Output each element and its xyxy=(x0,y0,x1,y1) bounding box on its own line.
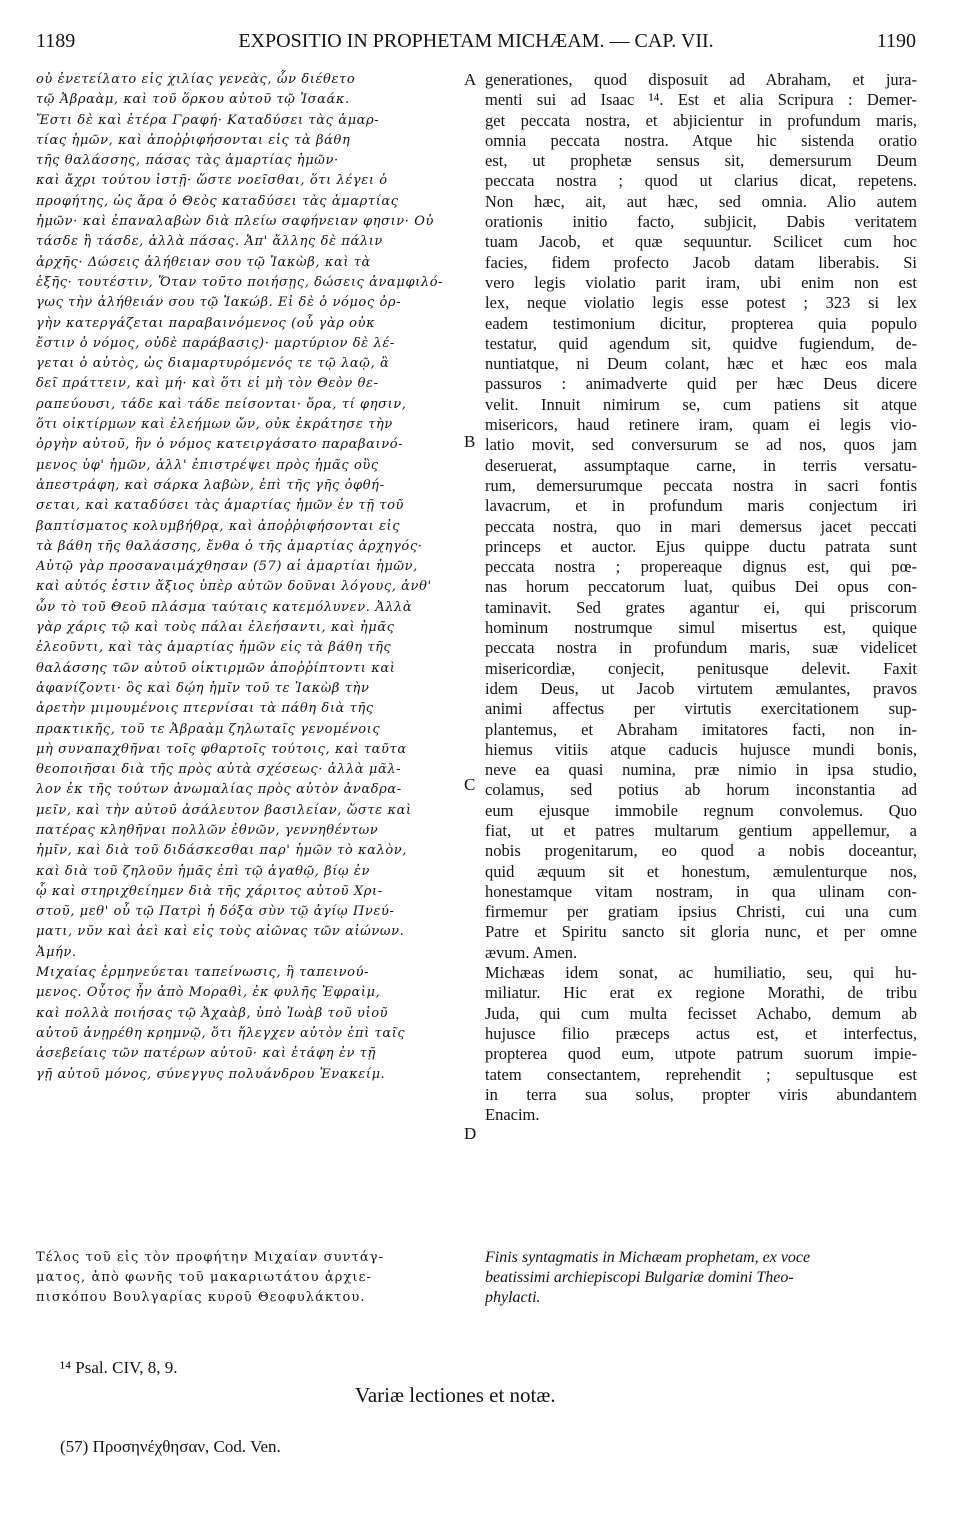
text-line: καὶ διὰ τοῦ ζηλοῦν ἡμᾶς ἐπὶ τῷ ἀγαθῷ, βίῳ ἐν xyxy=(36,863,371,879)
text-line: firmemur per gratiam ipsius Christi, cui una cum xyxy=(485,902,917,922)
text-line: ἡμῶν· καὶ ἐπαναλαβὼν διὰ πλείω σαφήνειαν φησιν· Οὐ xyxy=(36,214,435,230)
text-line: σεται, καὶ καταδύσει τὰς ἁμαρτίας ἡμῶν ἐν τῇ τοῦ xyxy=(36,498,405,514)
text-line: τίας ἡμῶν, καὶ ἀποῤῥιφήσονται εἰς τὰ βάθη xyxy=(36,132,351,148)
text-line: lavacrum, et in profundum maris conjectum iri xyxy=(485,496,917,516)
greek-column xyxy=(36,70,461,1085)
text-line: tuam Jacob, et quæ sequuntur. Scilicet cum hoc xyxy=(485,232,917,252)
text-line: eum ejusque immobile regnum convolemus. Quo xyxy=(485,800,917,820)
text-line: βαπτίσματος κολυμβήθρᾳ, καὶ ἀποῤῥιφήσονται εἰς xyxy=(36,518,401,534)
text-line: Μιχαίας ἑρμηνεύεται ταπείνωσις, ἢ ταπεινού- xyxy=(36,965,370,981)
text-line: misericordiæ, conjecit, penitusque delevit. Faxit xyxy=(485,658,917,678)
text-line: propterea quod eum, utpote patrum suorum impie- xyxy=(485,1044,917,1064)
text-line: ἀρετὴν μιμουμένοις πτερνίσαι τὰ πάθη διὰ τῆς xyxy=(36,701,374,717)
text-line: phylacti. xyxy=(485,1289,541,1306)
text-line: ἀφανίζοντι· ὃς καὶ δῴη ἡμῖν τοῦ τε Ἰακὼβ τὴν xyxy=(36,680,370,696)
text-line: nas horum peccatorum luat, quibus Dei opus con- xyxy=(485,577,917,597)
variant-note: (57) Προσηνέχθησαν, Cod. Ven. xyxy=(60,1437,281,1456)
text-line: in terra sua solus, propter viris abundantem xyxy=(485,1084,917,1104)
text-line: get peccata nostra, et abjicientur in profundum maris, xyxy=(485,110,917,130)
text-line: velit. Innuit nimirum se, cum patiens sit atque xyxy=(485,394,917,414)
page-number-left: 1189 xyxy=(36,30,76,52)
text-line: latio movit, sed conversurum se ad nos, quos jam xyxy=(485,435,917,455)
latin-colophon xyxy=(485,1248,917,1308)
text-line: animi affectus per virtutis exercitationem sup- xyxy=(485,699,917,719)
text-line: Αὐτῷ γὰρ προσαναιμάχθησαν (57) αἱ ἁμαρτίαι ἡμῶν, xyxy=(36,559,418,575)
text-line: neve ea quasi numina, præ nimio in ipsa studio, xyxy=(485,760,917,780)
text-line: taminavit. Sed grates agantur ei, qui priscorum xyxy=(485,597,917,617)
text-line: ἀρχῆς· Δώσεις ἀλήθειαν σου τῷ Ἰακὼβ, καὶ τὰ xyxy=(36,254,371,270)
text-line: Juda, qui cum multa fecisset Achabo, demum ab xyxy=(485,1003,917,1023)
text-line: testatur, quid agendum sit, quidve fugiendum, de- xyxy=(485,333,917,353)
text-line: ἀσεβείαις τῶν πατέρων αὐτοῦ· καὶ ἐτάφη ἐν τῇ xyxy=(36,1046,376,1062)
section-marker-a: A xyxy=(464,70,477,89)
text-line: idem Deus, ut Jacob virtutem æmulantes, pravos xyxy=(485,678,917,698)
text-line: γὴν κατεργάζεται παραβαινόμενος (οὗ γὰρ οὐκ xyxy=(36,315,376,331)
text-line: Ἀμήν. xyxy=(36,944,77,960)
text-line: ἡμῖν, καὶ διὰ τοῦ διδάσκεσθαι παρ' ἡμῶν τὸ καλὸν, xyxy=(36,843,408,859)
text-line: Enacim. xyxy=(485,1105,540,1125)
text-line: rum, demersurumque peccata nostra in sacri fontis xyxy=(485,475,917,495)
text-line: Τέλος τοῦ εἰς τὸν προφήτην Μιχαίαν συντάγ- xyxy=(36,1250,385,1265)
section-marker-c: C xyxy=(464,775,476,794)
section-marker-d: D xyxy=(464,1124,477,1143)
text-line: μενος ὑφ' ἡμῶν, ἀλλ' ἐπιστρέψει πρὸς ἡμᾶς οὓς xyxy=(36,457,379,473)
greek-colophon xyxy=(36,1248,461,1308)
text-line: ἔστιν ὁ νόμος, οὐδὲ παράβασις)· μαρτύριον δὲ λέ- xyxy=(36,335,395,351)
text-line: πατέρας κληθῆναι πολλῶν ἐθνῶν, γεννηθέντων xyxy=(36,822,379,838)
page-number-right: 1190 xyxy=(876,30,916,52)
text-line: peccata nostra, quo in mari demersus jacet peccati xyxy=(485,516,917,536)
text-line: Michæas idem sonat, ac humiliatio, seu, qui hu- xyxy=(485,963,917,983)
text-line: honestamque vitam nostram, in qua ulinam con- xyxy=(485,881,917,901)
text-line: γως τὴν ἀλήθειάν σου τῷ Ἰακώβ. Εἰ δὲ ὁ νόμος ὀρ- xyxy=(36,295,402,311)
text-line: ὅτι οἰκτίρμων καὶ ἐλεήμων ὤν, οὐκ ἐκράτησε τὴν xyxy=(36,417,393,433)
text-line: nobis progenitarum, eo quod a nobis doceantur, xyxy=(485,841,917,861)
text-line: peccata nostra ; propereaque dignus est, qui pœ- xyxy=(485,557,917,577)
text-line: καὶ αὐτός ἐστιν ἄξιος ὑπὲρ αὐτῶν δοῦναι λόγους, ἀνθ' xyxy=(36,579,432,595)
text-line: orationis initio facto, subjicit, Dabis veritatem xyxy=(485,212,917,232)
text-line: ἐλεοῦντι, καὶ τὰς ἁμαρτίας ἡμῶν εἰς τὰ βάθη τῆς xyxy=(36,640,392,656)
text-line: eadem testimonium dicitur, propterea quia populo xyxy=(485,313,917,333)
running-title: EXPOSITIO IN PROPHETAM MICHÆAM. — CAP. VII. xyxy=(238,30,714,52)
text-line: λον ἐκ τῆς τούτων ἀνωμαλίας πρὸς αὐτὸν ἀναδρα- xyxy=(36,782,402,798)
text-line: ραπεύουσι, τάδε καὶ τάδε πείσονται· ὅρα, τί φησιν, xyxy=(36,396,407,412)
text-line: ævum. Amen. xyxy=(485,942,578,962)
text-line: οὐ ἐνετείλατο εἰς χιλίας γενεὰς, ὧν διέθετο xyxy=(36,72,356,87)
text-line: quid æquum sit et honestum, æmulenturque nos, xyxy=(485,861,917,881)
text-line: μὴ συναπαχθῆναι τοῖς φθαρτοῖς τούτοις, καὶ ταῦτα xyxy=(36,741,407,757)
text-line: ματι, νῦν καὶ ἀεὶ καὶ εἰς τοὺς αἰῶνας τῶν αἰώνων. xyxy=(36,924,405,940)
text-line: tatem consectantem, reprehendit ; sepultusque est xyxy=(485,1064,917,1084)
text-line: ὀργὴν αὐτοῦ, ἣν ὁ νόμος κατειργάσατο παραβαινό- xyxy=(36,437,404,453)
text-line: γῇ αὐτοῦ μόνος, σύνεγγυς πολυάνδρου Ἐνακείμ. xyxy=(36,1066,386,1082)
text-line: princeps et auctor. Ejus quippe ductu patrata sunt xyxy=(485,536,917,556)
text-line: τάσδε ἢ τάσδε, ἀλλὰ πάσας. Ἀπ' ἄλλης δὲ πάλιν xyxy=(36,234,383,250)
text-line: omnia peccata nostra. Atque hic sistenda oratio xyxy=(485,130,917,150)
text-line: δεῖ πράττειν, καὶ μή· καὶ ὅτι εἰ μὴ τὸν Θεὸν θε- xyxy=(36,376,379,392)
text-line: τῷ Ἀβραὰμ, καὶ τοῦ ὅρκου αὐτοῦ τῷ Ἰσαάκ. xyxy=(36,92,350,108)
text-line: αὐτοῦ ἀνῃρέθη κρημνῷ, ὅτι ἤλεγχεν αὐτὸν ἐπὶ ταῖς xyxy=(36,1025,406,1041)
text-line: καὶ ἄχρι τούτου ἱστῇ· ὥστε νοεῖσθαι, ὅτι λέγει ὁ xyxy=(36,173,388,189)
text-line: hiemus vitiis atque caducis hujusce mundi bonis, xyxy=(485,739,917,759)
text-line: menti sui ad Isaac ¹⁴. Est et alia Scripura : Demer- xyxy=(485,90,917,110)
text-line: γὰρ χάρις τῷ καὶ τοὺς πάλαι ἐλεήσαντι, καὶ ἡμᾶς xyxy=(36,620,395,636)
text-line: ματος, ἀπὸ φωνῆς τοῦ μακαριωτάτου ἀρχιε- xyxy=(36,1270,372,1285)
latin-column xyxy=(485,70,917,1125)
text-line: πρακτικῆς, τοῦ τε Ἀβραὰμ ζηλωταῖς γενομένοις xyxy=(36,721,381,737)
text-line: misericors, haud retinere iram, quam ei legis vio- xyxy=(485,415,917,435)
text-line: hominum nostrumque simul misertus est, quique xyxy=(485,618,917,638)
text-line: facies, fidem profecto Jacob datam liberabis. Si xyxy=(485,252,917,272)
text-line: τῆς θαλάσσης, πάσας τὰς ἁμαρτίας ἡμῶν· xyxy=(36,153,339,169)
text-line: plantemus, et Abraham imitatores facti, non in- xyxy=(485,719,917,739)
text-line: μενος. Οὗτος ἦν ἀπὸ Μοραθὶ, ἐκ φυλῆς Ἐφραὶμ, xyxy=(36,985,381,1001)
text-line: hujusce filio præceps actus est, et interfectus, xyxy=(485,1023,917,1043)
text-line: Non hæc, ait, aut hæc, sed omnia. Alio autem xyxy=(485,191,917,211)
text-line: peccata nostra in profundum maris, suæ videlicet xyxy=(485,638,917,658)
text-line: προφήτης, ὡς ἄρα ὁ Θεὸς καταδύσει τὰς ἁμαρτίας xyxy=(36,193,399,209)
text-line: vero legis violatio parit iram, ubi enim non est xyxy=(485,272,917,292)
text-line: στοῦ, μεθ' οὗ τῷ Πατρὶ ἡ δόξα σὺν τῷ ἁγίῳ Πνεύ- xyxy=(36,904,395,920)
text-line: θεοποιῆσαι διὰ τῆς πρὸς αὐτὰ σχέσεως· ἀλλὰ μᾶλ- xyxy=(36,762,402,778)
text-line: Patre et Spiritu sancto sit gloria nunc, et per omne xyxy=(485,922,917,942)
text-line: ἑξῆς· τουτέστιν, Ὅταν τοῦτο ποιήσῃς, δώσεις ἀναμφιλό- xyxy=(36,274,444,290)
page-header xyxy=(36,30,916,60)
text-line: Finis syntagmatis in Michæam prophetam, ex voce xyxy=(485,1249,811,1266)
text-line: Ἔστι δὲ καὶ ἑτέρα Γραφή· Καταδύσει τὰς ἁμαρ- xyxy=(36,112,380,128)
text-line: θαλάσσης τῶν αὐτοῦ οἰκτιρμῶν ἀποῤῥίπτοντι καὶ xyxy=(36,660,396,676)
text-line: miliatur. Hic erat ex regione Morathi, de tribu xyxy=(485,983,917,1003)
text-line: generationes, quod disposuit ad Abraham, et jura- xyxy=(485,70,917,89)
text-line: καὶ πολλὰ ποιήσας τῷ Ἀχαὰβ, ὑπὸ Ἰωὰβ τοῦ υἱοῦ xyxy=(36,1005,389,1021)
scripture-footnote: ¹⁴ Psal. CIV, 8, 9. xyxy=(60,1358,178,1377)
text-line: μεῖν, καὶ τὴν αὐτοῦ ἀσάλευτον βασιλείαν, ὥστε καὶ xyxy=(36,802,412,818)
text-line: deseruerat, assumptaque carne, in terris versatu- xyxy=(485,455,917,475)
text-line: lex, neque violatio legis esse potest ; 323 si lex xyxy=(485,293,917,313)
text-line: ἀπεστράφη, καὶ σάρκα λαβὼν, ἐπὶ τῆς γῆς ὀφθή- xyxy=(36,477,385,493)
text-line: passuros : animadverte quid per hæc Deus dicere xyxy=(485,374,917,394)
text-line: peccata nostra ; quod ut clarius dicat, repetens. xyxy=(485,171,917,191)
text-line: beatissimi archiepiscopi Bulgariæ domini Theo- xyxy=(485,1269,794,1286)
text-line: ᾧ καὶ στηριχθείημεν διὰ τῆς χάριτος αὐτοῦ Χρι- xyxy=(36,883,383,899)
text-line: πισκόπου Βουλγαρίας κυροῦ Θεοφυλάκτου. xyxy=(36,1290,366,1305)
text-line: γεται ὁ αὐτὸς, ὡς διαμαρτυρόμενός τε τῷ λαῷ, ἃ xyxy=(36,356,390,372)
text-line: τὰ βάθη τῆς θαλάσσης, ἔνθα ὁ τῆς ἁμαρτίας ἀρχηγός· xyxy=(36,538,423,554)
text-line: colamus, sed potius ab horum inconstantia ad xyxy=(485,780,917,800)
variae-lectiones-heading: Variæ lectiones et notæ. xyxy=(355,1383,556,1407)
text-line: fiat, ut et patres multarum gentium appellemur, a xyxy=(485,820,917,840)
text-line: nuntiatque, ni Deum colant, hæc et hæc eos mala xyxy=(485,354,917,374)
text-line: est, ut prophetæ sensus sit, demersurum Deum xyxy=(485,151,917,171)
section-marker-b: B xyxy=(464,432,476,451)
text-line: ὧν τὸ τοῦ Θεοῦ πλάσμα ταύταις κατεμόλυνεν. Ἀλλὰ xyxy=(36,599,413,615)
